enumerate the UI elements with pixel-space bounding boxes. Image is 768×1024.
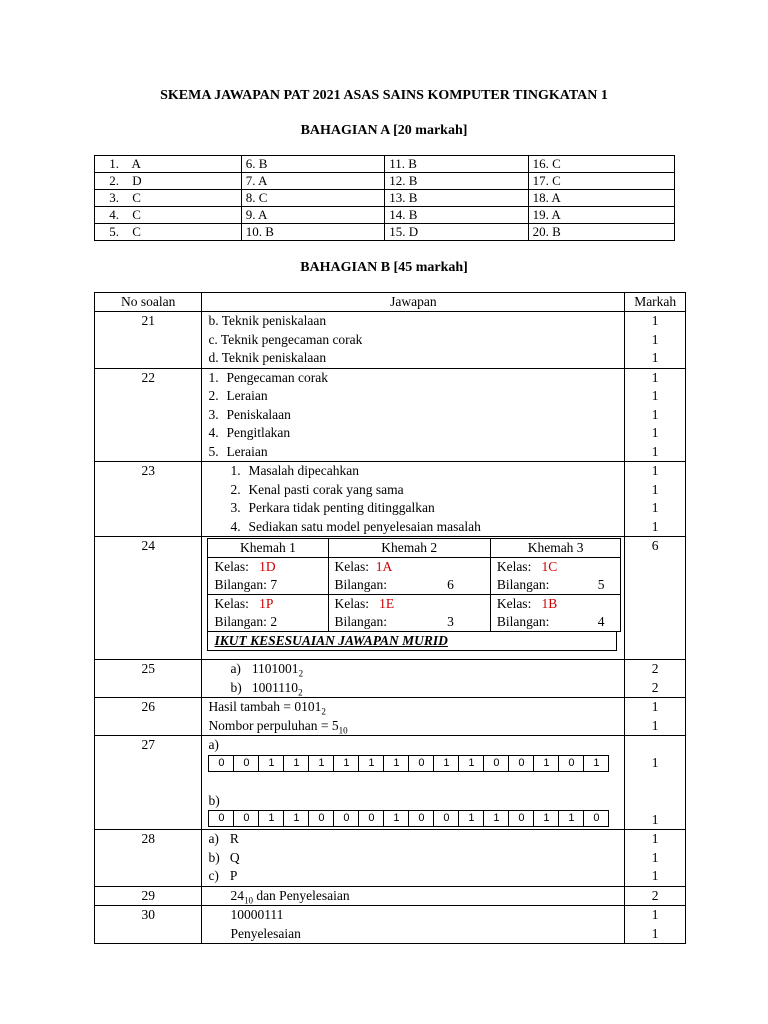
answer-line: Nombor perpuluhan = $5_{10}$ — [208, 717, 348, 736]
mark: 1 — [651, 925, 659, 941]
answer-line: 2. Kenal pasti corak yang sama — [230, 481, 404, 497]
answer-line: 2. Leraian — [208, 388, 268, 403]
bit-cell: 0 — [208, 810, 233, 827]
bit-cell: 0 — [583, 810, 609, 827]
question-row-22 — [95, 368, 686, 462]
answer-row — [95, 173, 675, 190]
mark: 2 — [651, 661, 659, 676]
question-number: 29 — [141, 887, 155, 903]
khemah-cell: Kelas: 1C Bilangan: 5 — [490, 558, 621, 595]
bit-cell: 1 — [558, 810, 583, 827]
mark: 1 — [651, 331, 659, 347]
answer-cell: 10. B — [241, 224, 384, 241]
document-title: SKEMA JAWAPAN PAT 2021 ASAS SAINS KOMPUTER TINGKATAN 1 — [160, 88, 608, 103]
answer-cell: 5. C — [95, 224, 242, 241]
header-no-soalan: No soalan — [95, 293, 202, 312]
kelas-value: 1B — [541, 596, 558, 611]
bit-cell: 0 — [233, 810, 258, 827]
bit-cell: 1 — [458, 810, 483, 827]
mark: 1 — [651, 699, 659, 714]
question-row-29 — [95, 886, 686, 906]
answer-cell: 15. D — [385, 224, 528, 241]
kelas-value: 1P — [259, 596, 274, 611]
section-a-table — [94, 155, 675, 241]
answer-cell: 3. C — [95, 190, 242, 207]
header-markah: Markah — [625, 293, 686, 312]
bit-cell: 0 — [483, 755, 508, 772]
answer-line: 4. Pengitlakan — [208, 425, 291, 440]
section-a-title: BAHAGIAN A [20 markah] — [300, 123, 468, 138]
answer-line: 3. Perkara tidak penting ditinggalkan — [230, 500, 435, 515]
question-number: 30 — [141, 907, 155, 922]
mark: 1 — [651, 849, 659, 865]
kelas-value: 1C — [541, 559, 558, 574]
answer-cell: 2. D — [95, 173, 242, 190]
question-row-23 — [95, 462, 686, 537]
bit-cell: 0 — [333, 810, 358, 827]
answer-cell: 13. B — [385, 190, 528, 207]
bit-cell: 1 — [483, 810, 508, 827]
bit-cell: 0 — [558, 755, 583, 772]
answer-cell: 19. A — [528, 207, 674, 224]
mark: 1 — [651, 717, 659, 733]
mark: 1 — [651, 481, 659, 497]
bit-cell: 1 — [308, 755, 333, 772]
header-jawapan: Jawapan — [202, 293, 625, 312]
answer-cell: 8. C — [241, 190, 384, 207]
mark: 1 — [651, 500, 659, 515]
mark: 1 — [651, 868, 659, 883]
bit-row-a — [208, 755, 624, 772]
bit-cell: 1 — [383, 755, 408, 772]
bit-cell: 1 — [333, 755, 358, 772]
answer-cell: 7. A — [241, 173, 384, 190]
bit-cell: 0 — [358, 810, 383, 827]
answer-label: b) — [208, 792, 220, 808]
answer-line: $24_{10}$ dan Penyelesaian — [230, 887, 350, 906]
bilangan-value: 3 — [447, 614, 454, 629]
answer-line: b) Q — [208, 849, 240, 865]
bit-cell: 0 — [433, 810, 458, 827]
bit-cell: 1 — [533, 755, 558, 772]
answer-line: b) $1001110_2$ — [230, 679, 303, 698]
khemah-table — [207, 538, 621, 632]
question-row-27 — [95, 736, 686, 830]
question-number: 27 — [141, 737, 155, 752]
question-row-26 — [95, 698, 686, 736]
bilangan-value: 4 — [597, 614, 605, 629]
question-row-30 — [95, 906, 686, 944]
khemah-cell: Kelas: 1B Bilangan: 4 — [490, 595, 621, 632]
bit-cell: 1 — [433, 755, 458, 772]
mark: 1 — [651, 443, 659, 459]
mark: 1 — [651, 463, 659, 478]
mark: 1 — [651, 350, 659, 365]
question-number: 25 — [141, 661, 155, 676]
answer-cell: 17. C — [528, 173, 674, 190]
question-number: 24 — [141, 538, 155, 553]
answer-line: Hasil tambah = $0101_2$ — [208, 699, 326, 717]
answer-label: a) — [208, 737, 219, 752]
khemah-cell: Kelas: 1D Bilangan: 7 — [208, 558, 328, 595]
mark: 1 — [651, 369, 659, 385]
answer-line: 3. Peniskalaan — [208, 406, 291, 422]
answer-cell: 1. A — [95, 156, 242, 173]
bit-cell: 0 — [308, 810, 333, 827]
mark: 1 — [651, 831, 659, 846]
answer-cell: 4. C — [95, 207, 242, 224]
answer-line: c. Teknik pengecaman corak — [208, 331, 363, 347]
answer-line: c) P — [208, 868, 238, 883]
answer-row — [95, 207, 675, 224]
khemah-header: Khemah 1 — [208, 539, 328, 558]
bilangan-value: 7 — [270, 577, 278, 592]
bilangan-value: 2 — [270, 614, 278, 629]
bilangan-value: 5 — [597, 577, 605, 592]
answer-line: a) $1101001_2$ — [230, 661, 304, 679]
bit-cell: 1 — [258, 810, 283, 827]
mark: 2 — [651, 679, 659, 695]
question-row-25 — [95, 660, 686, 698]
bit-cell: 0 — [233, 755, 258, 772]
question-number: 23 — [141, 463, 155, 478]
answer-row — [95, 156, 675, 173]
mark: 1 — [651, 425, 659, 440]
bit-cell: 0 — [408, 810, 433, 827]
bit-cell: 0 — [508, 810, 533, 827]
answer-line: d. Teknik peniskalaan — [208, 350, 327, 365]
kelas-value: 1D — [259, 559, 276, 574]
bit-row-b — [208, 810, 624, 827]
mark: 1 — [651, 811, 659, 827]
khemah-note: IKUT KESESUAIAN JAWAPAN MURID — [207, 632, 617, 651]
bit-cell: 1 — [258, 755, 283, 772]
answer-cell: 11. B — [385, 156, 528, 173]
question-number: 28 — [141, 831, 155, 846]
bit-cell: 0 — [508, 755, 533, 772]
answer-row — [95, 224, 675, 241]
mark: 2 — [651, 887, 659, 903]
section-b-table — [94, 292, 686, 944]
question-number: 22 — [141, 369, 155, 385]
kelas-value: 1E — [379, 596, 395, 611]
answer-line: 1. Pengecaman corak — [208, 369, 329, 385]
bit-cell: 1 — [283, 755, 308, 772]
answer-cell: 12. B — [385, 173, 528, 190]
answer-line: 1. Masalah dipecahkan — [230, 463, 360, 478]
bit-cell: 1 — [358, 755, 383, 772]
bit-cell: 0 — [408, 755, 433, 772]
mark: 1 — [651, 907, 659, 922]
khemah-header: Khemah 2 — [328, 539, 490, 558]
khemah-cell: Kelas: 1P Bilangan: 2 — [208, 595, 328, 632]
mark: 1 — [651, 406, 659, 422]
answer-line: 5. Leraian — [208, 443, 268, 459]
answer-line: a) R — [208, 831, 239, 846]
bit-cell: 1 — [283, 810, 308, 827]
section-b-title: BAHAGIAN B [45 markah] — [300, 260, 468, 275]
mark: 1 — [651, 755, 659, 770]
mark: 1 — [651, 313, 659, 328]
kelas-value: 1A — [375, 559, 393, 574]
question-number: 26 — [141, 699, 155, 714]
answer-cell: 20. B — [528, 224, 674, 241]
question-row-28 — [95, 830, 686, 887]
bit-cell: 1 — [383, 810, 408, 827]
bit-cell: 0 — [208, 755, 233, 772]
answer-line: Penyelesaian — [230, 925, 301, 941]
mark: 1 — [651, 518, 659, 534]
bilangan-value: 6 — [447, 577, 454, 592]
khemah-cell: Kelas: 1E Bilangan: 3 — [328, 595, 490, 632]
mark: 6 — [651, 538, 659, 553]
mark: 1 — [651, 388, 659, 403]
khemah-cell: Kelas: 1A Bilangan: 6 — [328, 558, 490, 595]
answer-cell: 16. C — [528, 156, 674, 173]
answer-cell: 18. A — [528, 190, 674, 207]
answer-cell: 6. B — [241, 156, 384, 173]
answer-cell: 14. B — [385, 207, 528, 224]
question-row-21 — [95, 312, 686, 369]
bit-cell: 1 — [458, 755, 483, 772]
answer-line: 4. Sediakan satu model penyelesaian masalah — [230, 518, 481, 534]
answer-cell: 9. A — [241, 207, 384, 224]
answer-line: b. Teknik peniskalaan — [208, 313, 327, 328]
bit-cell: 1 — [583, 755, 609, 772]
answer-row — [95, 190, 675, 207]
khemah-header: Khemah 3 — [490, 539, 621, 558]
bit-cell: 1 — [533, 810, 558, 827]
answer-line: 10000111 — [230, 907, 284, 922]
question-row-24 — [95, 537, 686, 660]
question-number: 21 — [141, 313, 155, 328]
